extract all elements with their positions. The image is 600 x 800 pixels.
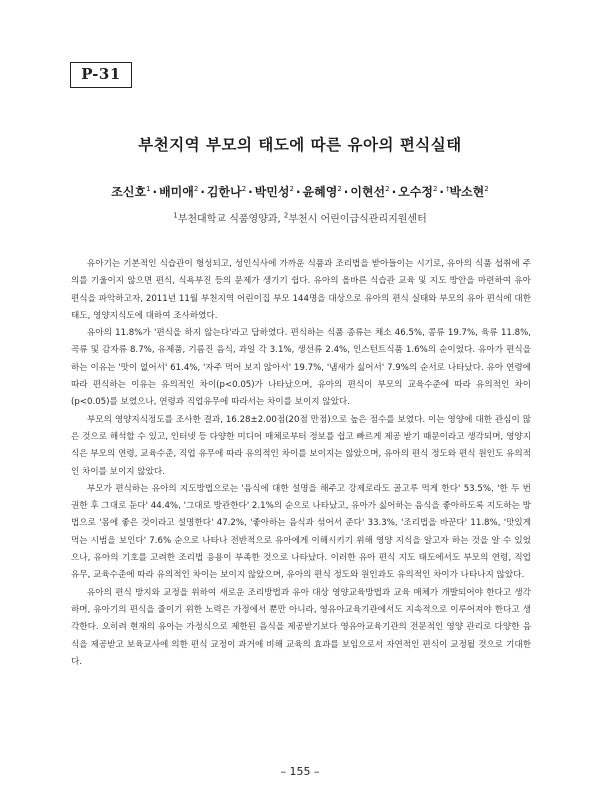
paragraph: 부모의 영양지식정도를 조사한 결과, 16.28±2.00점(20점 만점)으로 높은 점수를 보였다. 이는 영양에 대한 관심이 많은 것으로 해석할 수 있고, 인터넷 등 다양한 미디어 매체로부터 정보를 쉽고 빠르게 제공 받기 때문이라고 생각되며, 영양지식은 부모의 연령, 교육수준, 직업 유무에 따라 유의적인 차이를 보이지는 않았으며, 유아의 편식 정도와 편식 원인도 유의적인 차이를 보이지 않았다. — [71, 414, 531, 477]
author: 박민성$^2$ — [254, 185, 294, 199]
author: 배미애$^2$ — [159, 185, 199, 199]
author: 김한나$^2$ — [206, 185, 247, 199]
poster-code: P-31 — [70, 62, 132, 88]
paragraph: 부모가 편식하는 유아의 지도방법으로는 '음식에 대한 설명을 해주고 강제로라도 골고루 먹게 한다' 53.5%, '한 두 번 권한 후 그대로 둔다' 44.4%, '그대로 방관한다' 2.1%의 순으로 나타났고, 유아가 싫어하는 음식을 좋아하도록 지도하는 방법으로 '몸에 좋은 것이라고 설명한다' 47.2%, '좋아하는 음식과 섞어서 준다' 33.3%, '조리법을 바꾼다' 11.8%, '맛있게 먹는 시범을 보인다' 7.6% 순으로 나타나 전반적으로 유아에게 이해시키기 위해 영양 지식을 알고자 하는 것을 알 수 있었으나, 유아의 기호를 고려한 조리법 응용이 부족한 것으로 나타났다. 이러한 유아 편식 지도 태도에서도 부모의 연령, 직업 유무, 교육수준에 따라 유의적인 차이는 보이지 않았으며, 유아의 편식 정도와 원인과도 유의적인 차이가 나타나지 않았다. — [71, 483, 531, 581]
author: 조신호$^1$ — [111, 185, 151, 199]
affiliations: $^1$부천대학교 식품영양과, $^2$부천시 어린이급식관리지원센터 — [173, 211, 427, 225]
paper-title: 부천지역 부모의 태도에 따른 유아의 편식실태 — [138, 136, 462, 154]
paragraph: 유아의 11.8%가 '편식을 하지 않는다'라고 답하였다. 편식하는 식품 종류는 채소 46.5%, 콩류 19.7%, 육류 11.8%, 곡류 및 감자류 8.7%, 유제품, 기름진 음식, 과일 각 3.1%, 생선류 2.4%, 인스턴트식품 1.6%의 순이었다. 유아가 편식을 하는 이유는 '맛이 없어서' 61.4%, '자주 먹어 보지 않아서' 19.7%, '냄새가 싫어서' 7.9%의 순서로 나타났다. 유아 연령에 따라 편식하는 이유는 유의적인 차이(p<0.05)가 나타났으며, 유아의 편식이 부모의 교육수준에 따라 유의적인 차이(p<0.05)를 보였으나, 연령과 직업유무에 따라서는 차이를 보이지 않았다. — [71, 328, 531, 408]
paragraph: 유아의 편식 방지와 교정을 위하여 새로운 조리방법과 유아 대상 영양교육방법과 교육 매체가 개발되어야 한다고 생각하며, 유아기의 편식을 줄이기 위한 노력은 가정에서 뿐만 아니라, 영유아교육기관에서도 지속적으로 이루어져야 한다고 생각한다. 오히려 현재의 유아는 가정식으로 제한된 음식을 제공받기보다 영유아교육기관의 전문적인 영양 관리로 다양한 음식을 제공받고 보육교사에 의한 편식 교정이 과거에 비해 교육의 효과를 보임으로서 자연적인 편식이 교정될 것으로 기대한다. — [71, 587, 531, 667]
paragraph: 유아기는 기본적인 식습관이 형성되고, 성인식사에 가까운 식품과 조리법을 받아들이는 시기로, 유아의 식품 섭취에 주의를 기울이지 않으면 편식, 식욕부진 등의 문제가 생기기 쉽다. 유아의 올바른 식습관 교육 및 지도 방안을 마련하여 유아 편식을 파악하고자, 2011년 11월 부천지역 어린이집 부모 144명을 대상으로 유아의 편식 실태와 부모의 유아 편식에 대한 태도, 영양지식도에 대하여 조사하였다. — [71, 259, 531, 321]
author-list: 조신호$^1$ · 배미애$^2$ · 김한나$^2$ · 박민성$^2$ · 윤혜영$^2$ · 이현선$^2$ · 오수정$^2$ · †박소현$^2$ — [111, 185, 489, 199]
page-number: – 155 – — [280, 765, 320, 778]
author: 이현선$^2$ — [350, 185, 390, 199]
author: 오수정$^2$ — [398, 185, 438, 199]
author-corresponding: †박소현$^2$ — [445, 185, 489, 199]
abstract-body — [71, 256, 531, 671]
author: 윤혜영$^2$ — [302, 185, 342, 199]
